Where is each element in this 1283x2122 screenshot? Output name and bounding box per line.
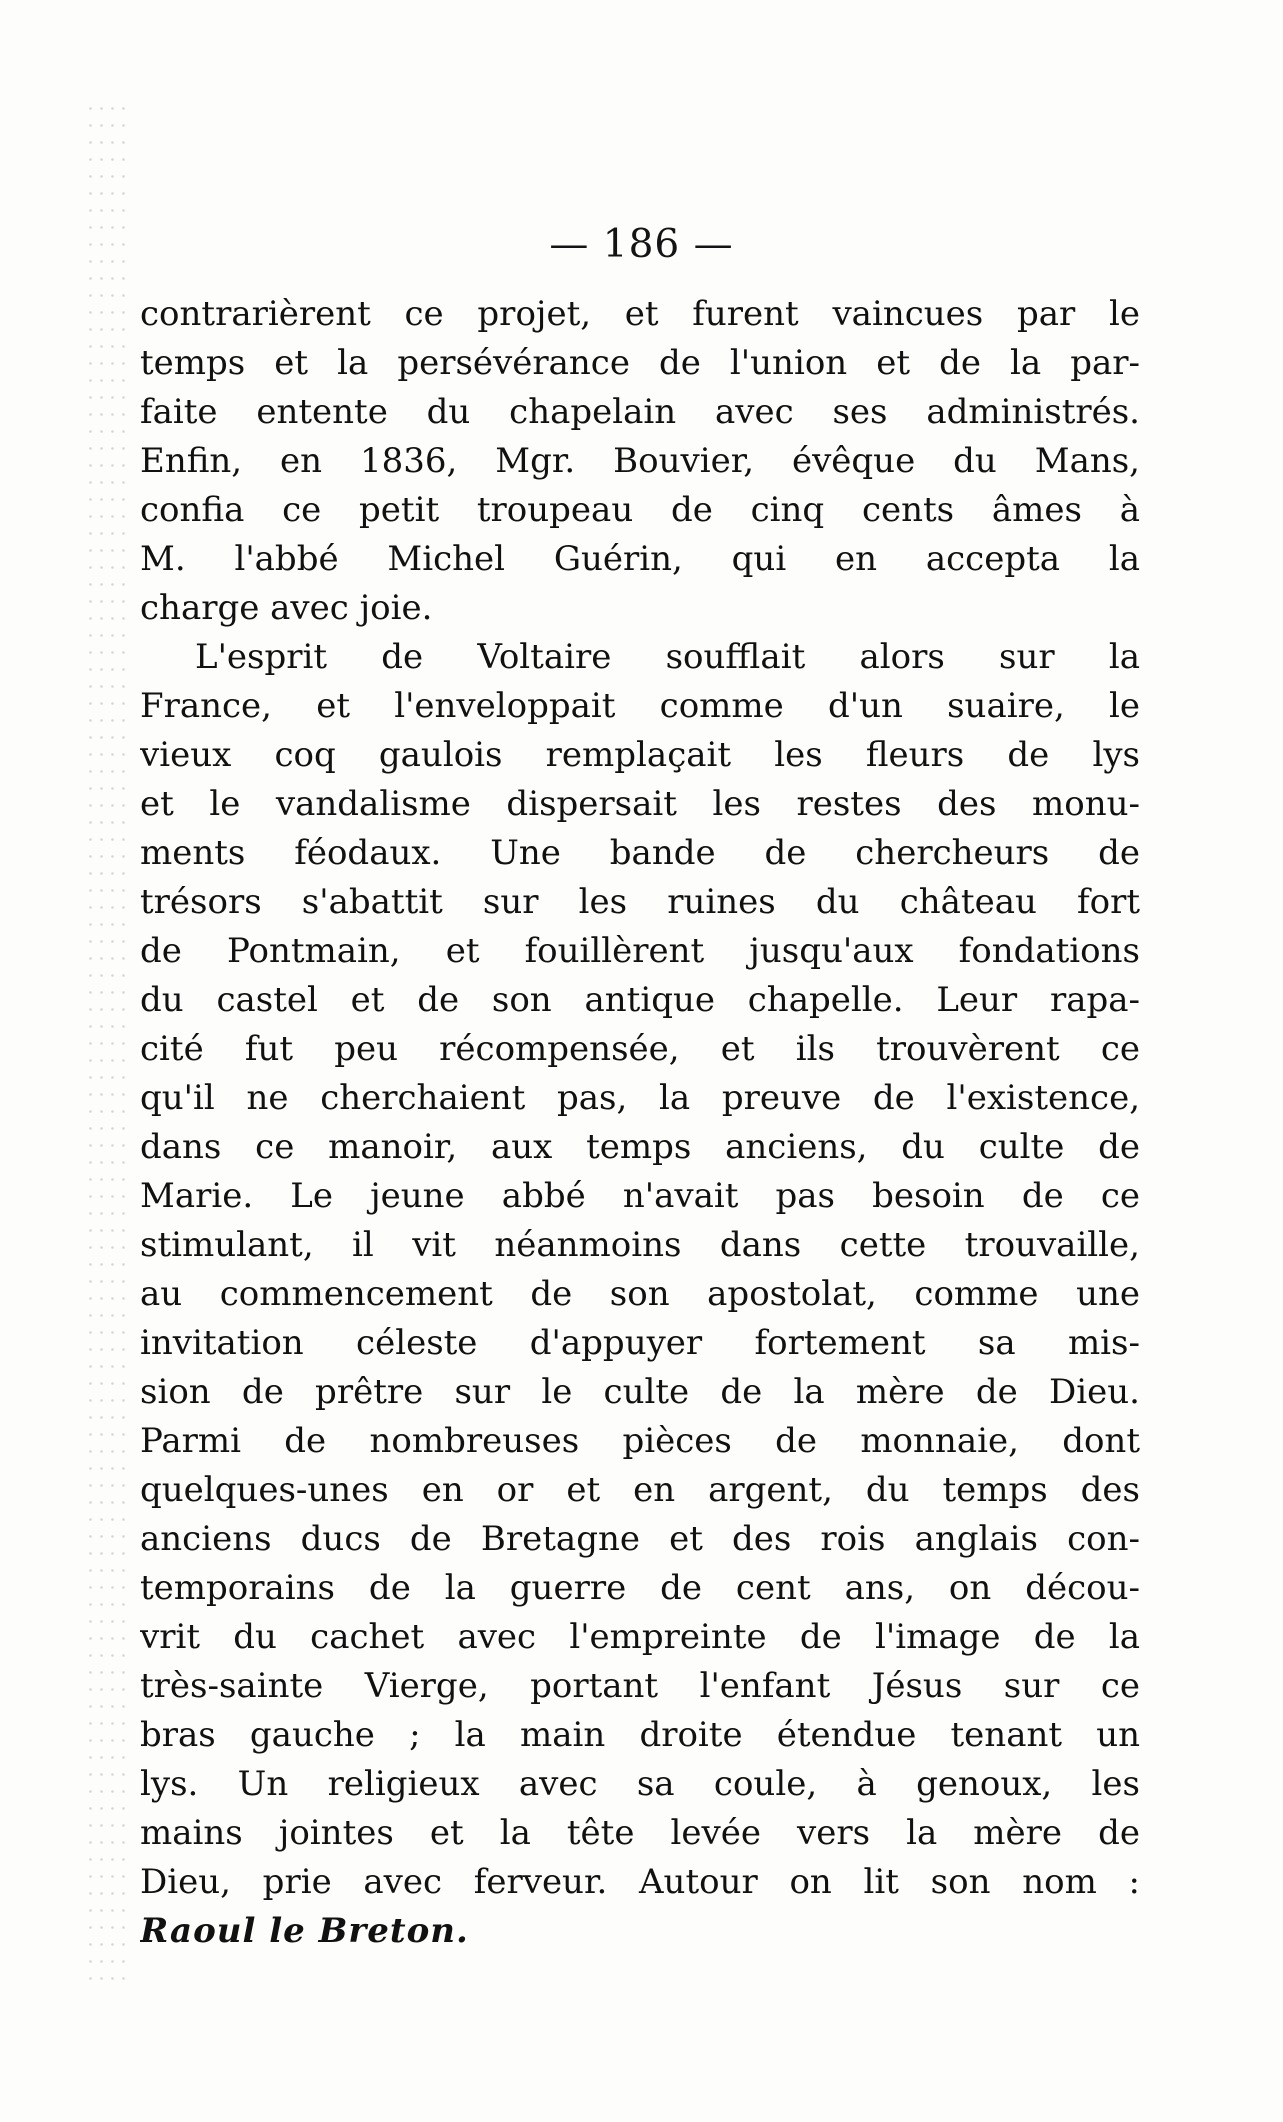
text-line: dans ce manoir, aux temps anciens, du culte de bbox=[140, 1127, 1140, 1167]
text-line: faite entente du chapelain avec ses administrés. bbox=[140, 392, 1140, 432]
text-line: mains jointes et la tête levée vers la mère de bbox=[140, 1813, 1140, 1853]
text-line: confia ce petit troupeau de cinq cents âmes à bbox=[140, 490, 1140, 530]
text-line: anciens ducs de Bretagne et des rois anglais con- bbox=[140, 1519, 1140, 1559]
text-line: temps et la persévérance de l'union et de la par- bbox=[140, 343, 1140, 383]
body-text bbox=[140, 290, 1140, 1956]
text-line: Parmi de nombreuses pièces de monnaie, dont bbox=[140, 1421, 1140, 1461]
text-line: quelques-unes en or et en argent, du temps des bbox=[140, 1470, 1140, 1510]
text-line: Enfin, en 1836, Mgr. Bouvier, évêque du Mans, bbox=[140, 441, 1140, 481]
page-number: — 186 — bbox=[549, 222, 734, 267]
text-line: temporains de la guerre de cent ans, on décou- bbox=[140, 1568, 1140, 1608]
scan-speckle bbox=[85, 100, 125, 1980]
text-line: charge avec joie. bbox=[140, 588, 433, 628]
text-line: invitation céleste d'appuyer fortement sa mis- bbox=[140, 1323, 1140, 1363]
text-line: vieux coq gaulois remplaçait les fleurs de lys bbox=[140, 735, 1140, 775]
text-line: stimulant, il vit néanmoins dans cette trouvaille, bbox=[140, 1225, 1140, 1265]
text-line: qu'il ne cherchaient pas, la preuve de l'existence, bbox=[140, 1078, 1140, 1118]
text-line: Dieu, prie avec ferveur. Autour on lit son nom : bbox=[140, 1862, 1140, 1902]
text-line: du castel et de son antique chapelle. Leur rapa- bbox=[140, 980, 1140, 1020]
text-line: L'esprit de Voltaire soufflait alors sur la bbox=[195, 637, 1140, 677]
text-line: vrit du cachet avec l'empreinte de l'image de la bbox=[140, 1617, 1140, 1657]
text-line: cité fut peu récompensée, et ils trouvèrent ce bbox=[140, 1029, 1140, 1069]
text-line: contrarièrent ce projet, et furent vaincues par le bbox=[140, 294, 1140, 334]
text-line: Marie. Le jeune abbé n'avait pas besoin de ce bbox=[140, 1176, 1140, 1216]
text-line: sion de prêtre sur le culte de la mère de Dieu. bbox=[140, 1372, 1140, 1412]
signature-line: Raoul le Breton. bbox=[140, 1911, 469, 1951]
text-line: lys. Un religieux avec sa coule, à genoux, les bbox=[140, 1764, 1140, 1804]
text-line: France, et l'enveloppait comme d'un suaire, le bbox=[140, 686, 1140, 726]
text-line: au commencement de son apostolat, comme une bbox=[140, 1274, 1140, 1314]
text-line: M. l'abbé Michel Guérin, qui en accepta la bbox=[140, 539, 1140, 579]
text-line: trésors s'abattit sur les ruines du château fort bbox=[140, 882, 1140, 922]
text-line: bras gauche ; la main droite étendue tenant un bbox=[140, 1715, 1140, 1755]
text-line: ments féodaux. Une bande de chercheurs de bbox=[140, 833, 1140, 873]
text-line: de Pontmain, et fouillèrent jusqu'aux fondations bbox=[140, 931, 1140, 971]
text-line: et le vandalisme dispersait les restes des monu- bbox=[140, 784, 1140, 824]
text-line: très-sainte Vierge, portant l'enfant Jésus sur ce bbox=[140, 1666, 1140, 1706]
